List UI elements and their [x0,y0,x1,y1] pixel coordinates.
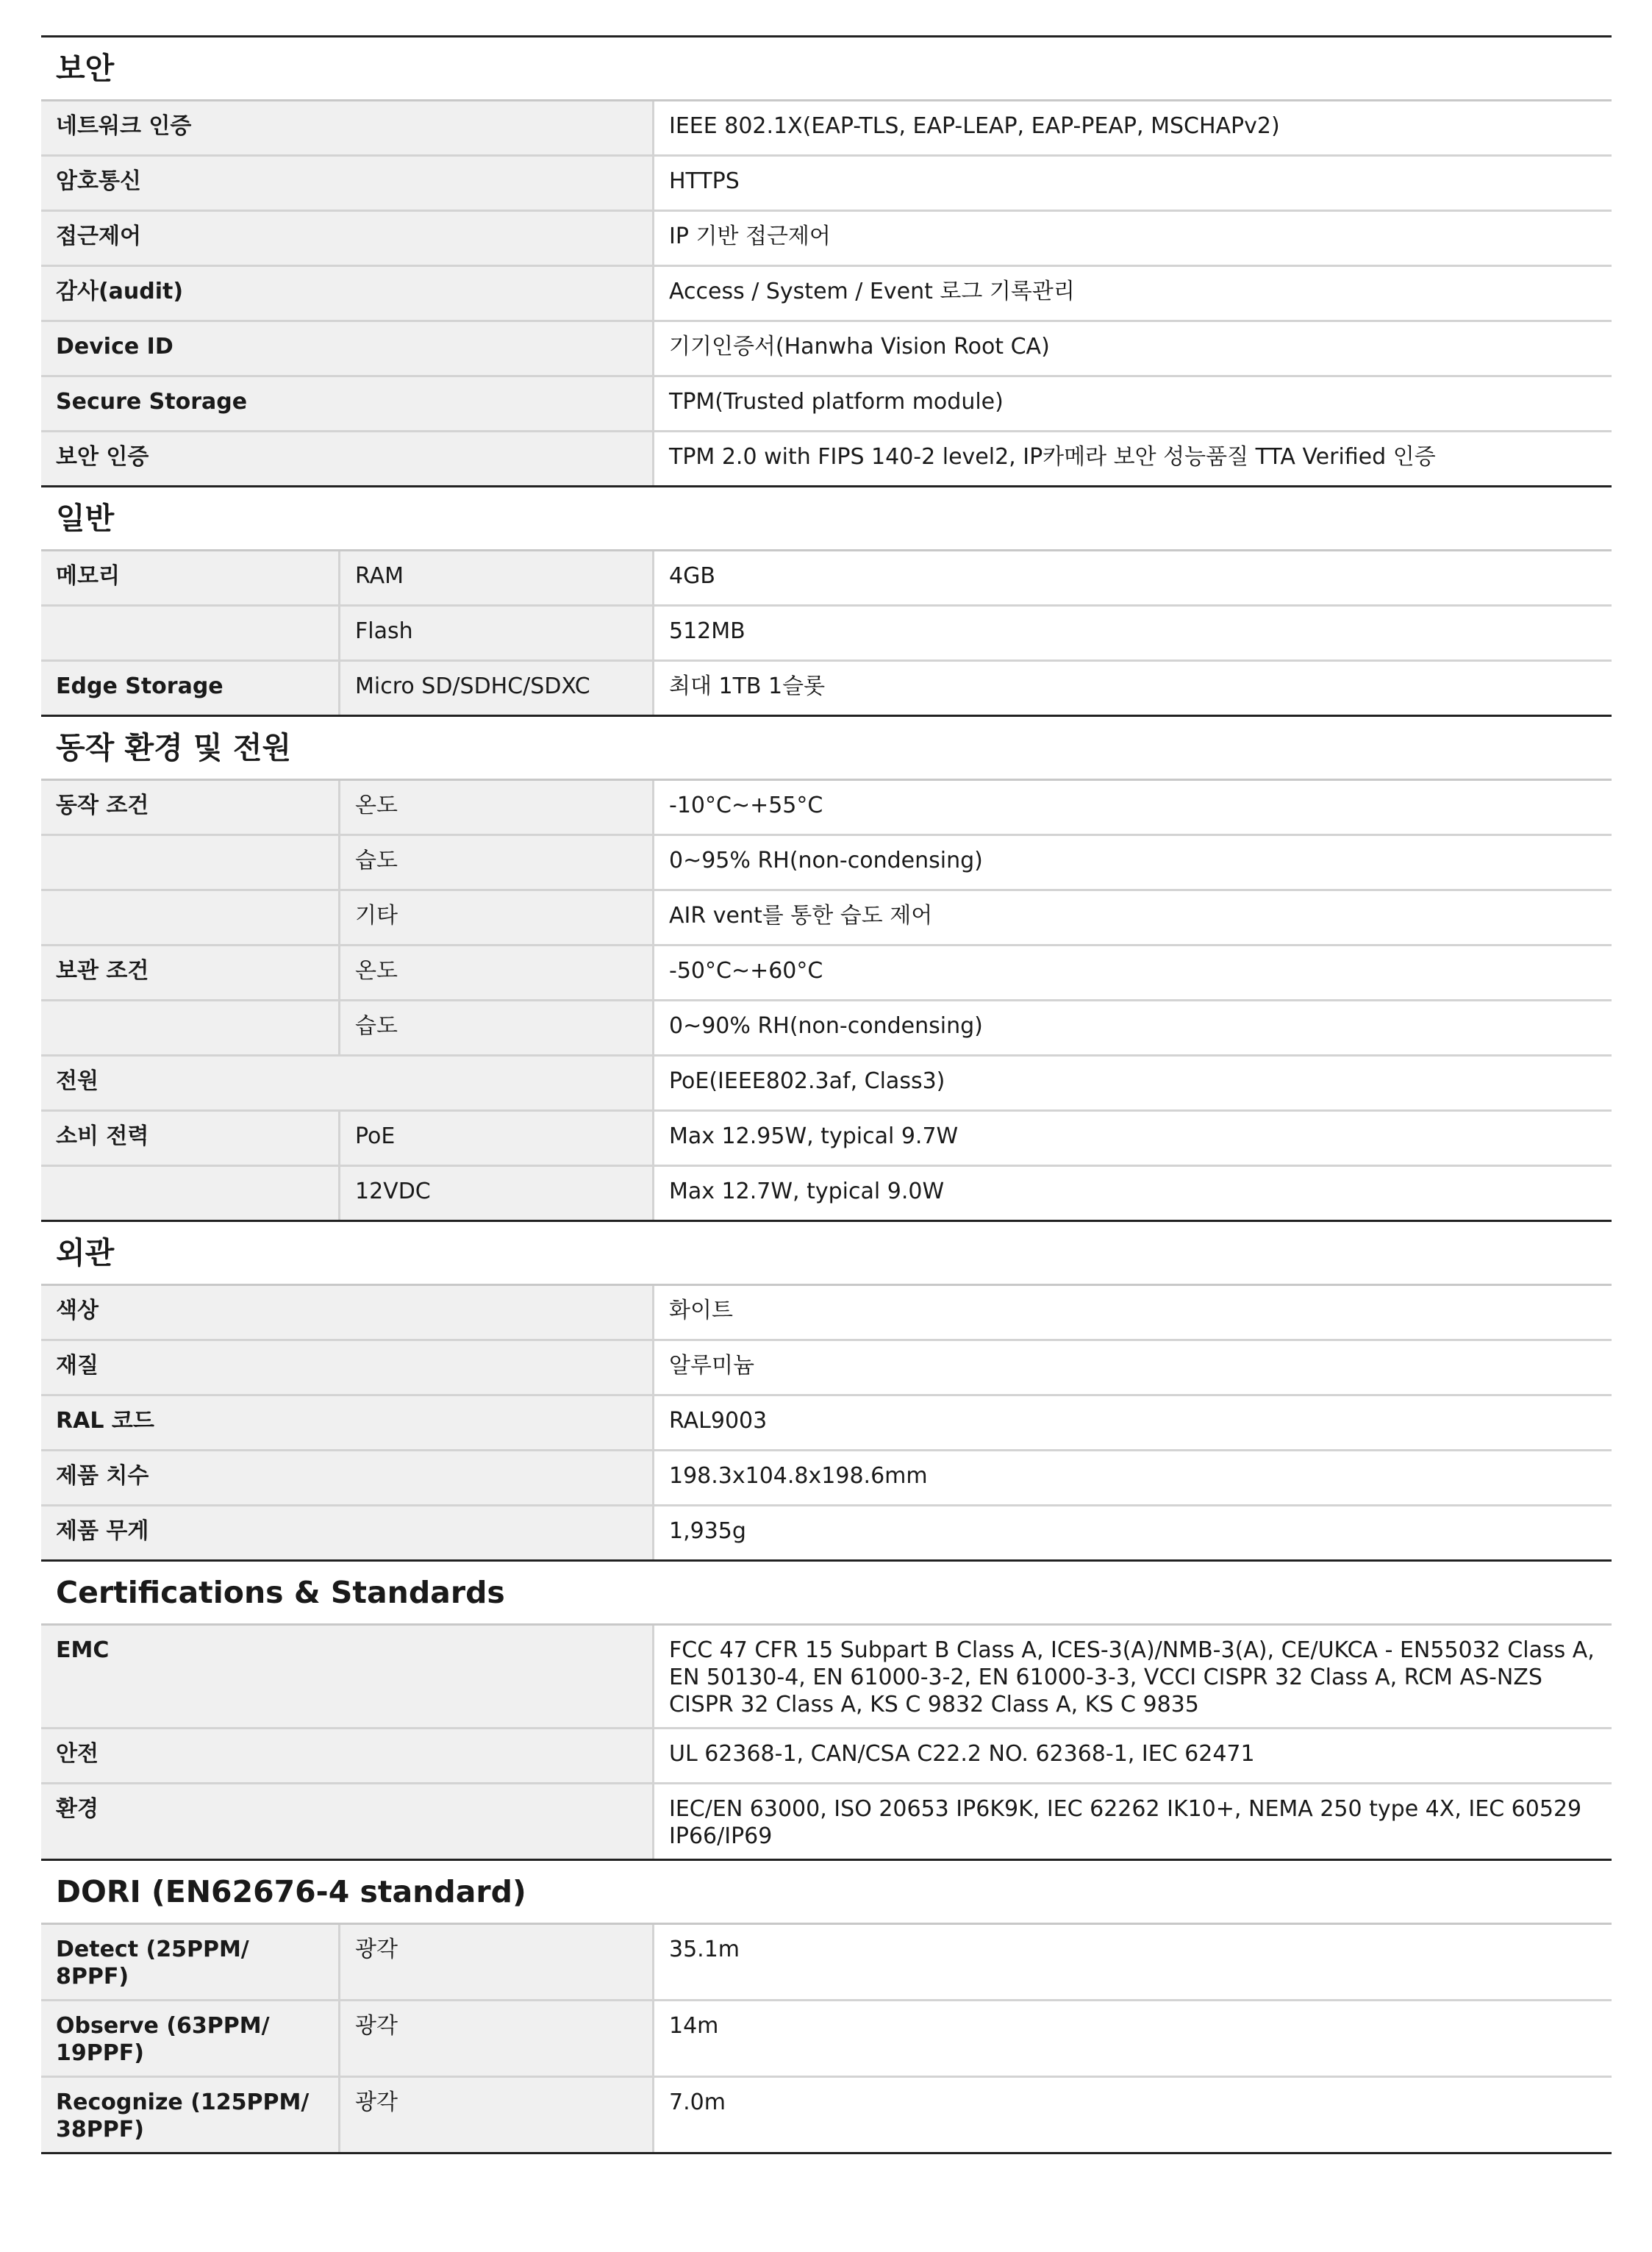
spec-label: 네트워크 인증 [41,101,654,154]
spec-section [41,1220,1612,1559]
section-title: 보안 [41,37,1612,101]
spec-row [41,157,1612,212]
spec-label: Observe (63PPM/ 19PPF) [41,2001,340,2076]
spec-row [41,432,1612,485]
spec-label [41,836,340,889]
spec-value: 알루미늄 [654,1341,1612,1394]
spec-label: Detect (25PPM/ 8PPF) [41,1925,340,1999]
spec-row [41,2001,1612,2078]
spec-sublabel: RAM [340,551,654,604]
spec-row [41,1784,1612,1859]
spec-sublabel: 광각 [340,2001,654,2076]
spec-value: -10°C~+55°C [654,781,1612,834]
spec-row [41,662,1612,715]
spec-sheet [41,35,1612,2152]
spec-label [41,607,340,659]
spec-row [41,836,1612,891]
spec-value: 화이트 [654,1286,1612,1339]
spec-value: 4GB [654,551,1612,604]
section-title: 동작 환경 및 전원 [41,717,1612,781]
spec-label: 색상 [41,1286,654,1339]
spec-row [41,551,1612,607]
spec-value: IEEE 802.1X(EAP-TLS, EAP-LEAP, EAP-PEAP, MSCHAPv2) [654,101,1612,154]
spec-sublabel: 온도 [340,781,654,834]
spec-row [41,946,1612,1001]
spec-label [41,891,340,944]
section-title: 일반 [41,487,1612,551]
spec-sublabel: 12VDC [340,1167,654,1220]
spec-label: 감사(audit) [41,267,654,320]
spec-sublabel: Flash [340,607,654,659]
spec-value: IP 기반 접근제어 [654,212,1612,265]
spec-row [41,267,1612,322]
spec-value: RAL9003 [654,1396,1612,1449]
spec-value: FCC 47 CFR 15 Subpart B Class A, ICES-3(A)/NMB-3(A), CE/UKCA - EN55032 Class A, EN 50130-4, EN 61000-3-2, EN 61000-3-3, VCCI CISPR 32 Class A, RCM AS-NZS CISPR 32 Class A, KS C 9832 Class A, KS C 9835 [654,1626,1612,1727]
spec-value: -50°C~+60°C [654,946,1612,999]
spec-value: Max 12.95W, typical 9.7W [654,1112,1612,1165]
spec-label: EMC [41,1626,654,1727]
spec-value: 0~90% RH(non-condensing) [654,1001,1612,1054]
spec-value: TPM 2.0 with FIPS 140-2 level2, IP카메라 보안 성능품질 TTA Verified 인증 [654,432,1612,485]
spec-sublabel: Micro SD/SDHC/SDXC [340,662,654,715]
spec-label: 보안 인증 [41,432,654,485]
spec-sublabel: 광각 [340,2078,654,2152]
spec-value: PoE(IEEE802.3af, Class3) [654,1057,1612,1109]
spec-value: HTTPS [654,157,1612,210]
spec-row [41,377,1612,432]
spec-row [41,1506,1612,1559]
section-title: DORI (EN62676-4 standard) [41,1861,1612,1925]
spec-section [41,1859,1612,2152]
spec-row [41,322,1612,377]
spec-label: 메모리 [41,551,340,604]
spec-label: 보관 조건 [41,946,340,999]
spec-value: 14m [654,2001,1612,2076]
spec-label [41,1001,340,1054]
spec-value: 0~95% RH(non-condensing) [654,836,1612,889]
spec-row [41,1167,1612,1220]
spec-label: 암호통신 [41,157,654,210]
spec-label: Recognize (125PPM/ 38PPF) [41,2078,340,2152]
spec-label: RAL 코드 [41,1396,654,1449]
spec-value: 198.3x104.8x198.6mm [654,1451,1612,1504]
spec-row [41,891,1612,946]
spec-value: 35.1m [654,1925,1612,1999]
spec-row [41,1451,1612,1506]
spec-sublabel: 광각 [340,1925,654,1999]
spec-label: Secure Storage [41,377,654,430]
spec-sublabel: 기타 [340,891,654,944]
spec-sublabel: 온도 [340,946,654,999]
spec-row [41,212,1612,267]
spec-label: 제품 무게 [41,1506,654,1559]
spec-row [41,781,1612,836]
spec-value: TPM(Trusted platform module) [654,377,1612,430]
section-title: 외관 [41,1222,1612,1286]
spec-row [41,1925,1612,2001]
spec-section [41,1559,1612,1859]
spec-label: Device ID [41,322,654,375]
section-title: Certifications & Standards [41,1562,1612,1626]
spec-label [41,1167,340,1220]
bottom-rule [41,2152,1612,2154]
spec-row [41,1001,1612,1057]
spec-row [41,1112,1612,1167]
spec-sublabel: 습도 [340,1001,654,1054]
spec-value: IEC/EN 63000, ISO 20653 IP6K9K, IEC 62262 IK10+, NEMA 250 type 4X, IEC 60529 IP66/IP69 [654,1784,1612,1859]
spec-value: 1,935g [654,1506,1612,1559]
spec-label: 동작 조건 [41,781,340,834]
spec-value: 기기인증서(Hanwha Vision Root CA) [654,322,1612,375]
spec-label: Edge Storage [41,662,340,715]
spec-row [41,1341,1612,1396]
spec-label: 접근제어 [41,212,654,265]
spec-value: UL 62368-1, CAN/CSA C22.2 NO. 62368-1, IEC 62471 [654,1729,1612,1782]
spec-row [41,1729,1612,1784]
spec-value: 7.0m [654,2078,1612,2152]
spec-value: Access / System / Event 로그 기록관리 [654,267,1612,320]
spec-row [41,1057,1612,1112]
spec-sublabel: PoE [340,1112,654,1165]
spec-value: AIR vent를 통한 습도 제어 [654,891,1612,944]
spec-value: Max 12.7W, typical 9.0W [654,1167,1612,1220]
spec-value: 최대 1TB 1슬롯 [654,662,1612,715]
spec-label: 환경 [41,1784,654,1859]
spec-row [41,1396,1612,1451]
spec-label: 재질 [41,1341,654,1394]
spec-row [41,1286,1612,1341]
spec-row [41,607,1612,662]
spec-section [41,35,1612,485]
spec-label: 제품 치수 [41,1451,654,1504]
spec-label: 안전 [41,1729,654,1782]
spec-section [41,485,1612,715]
spec-value: 512MB [654,607,1612,659]
spec-row [41,2078,1612,2152]
spec-section [41,715,1612,1220]
spec-row [41,1626,1612,1729]
spec-sublabel: 습도 [340,836,654,889]
spec-row [41,101,1612,157]
spec-label: 소비 전력 [41,1112,340,1165]
spec-label: 전원 [41,1057,654,1109]
